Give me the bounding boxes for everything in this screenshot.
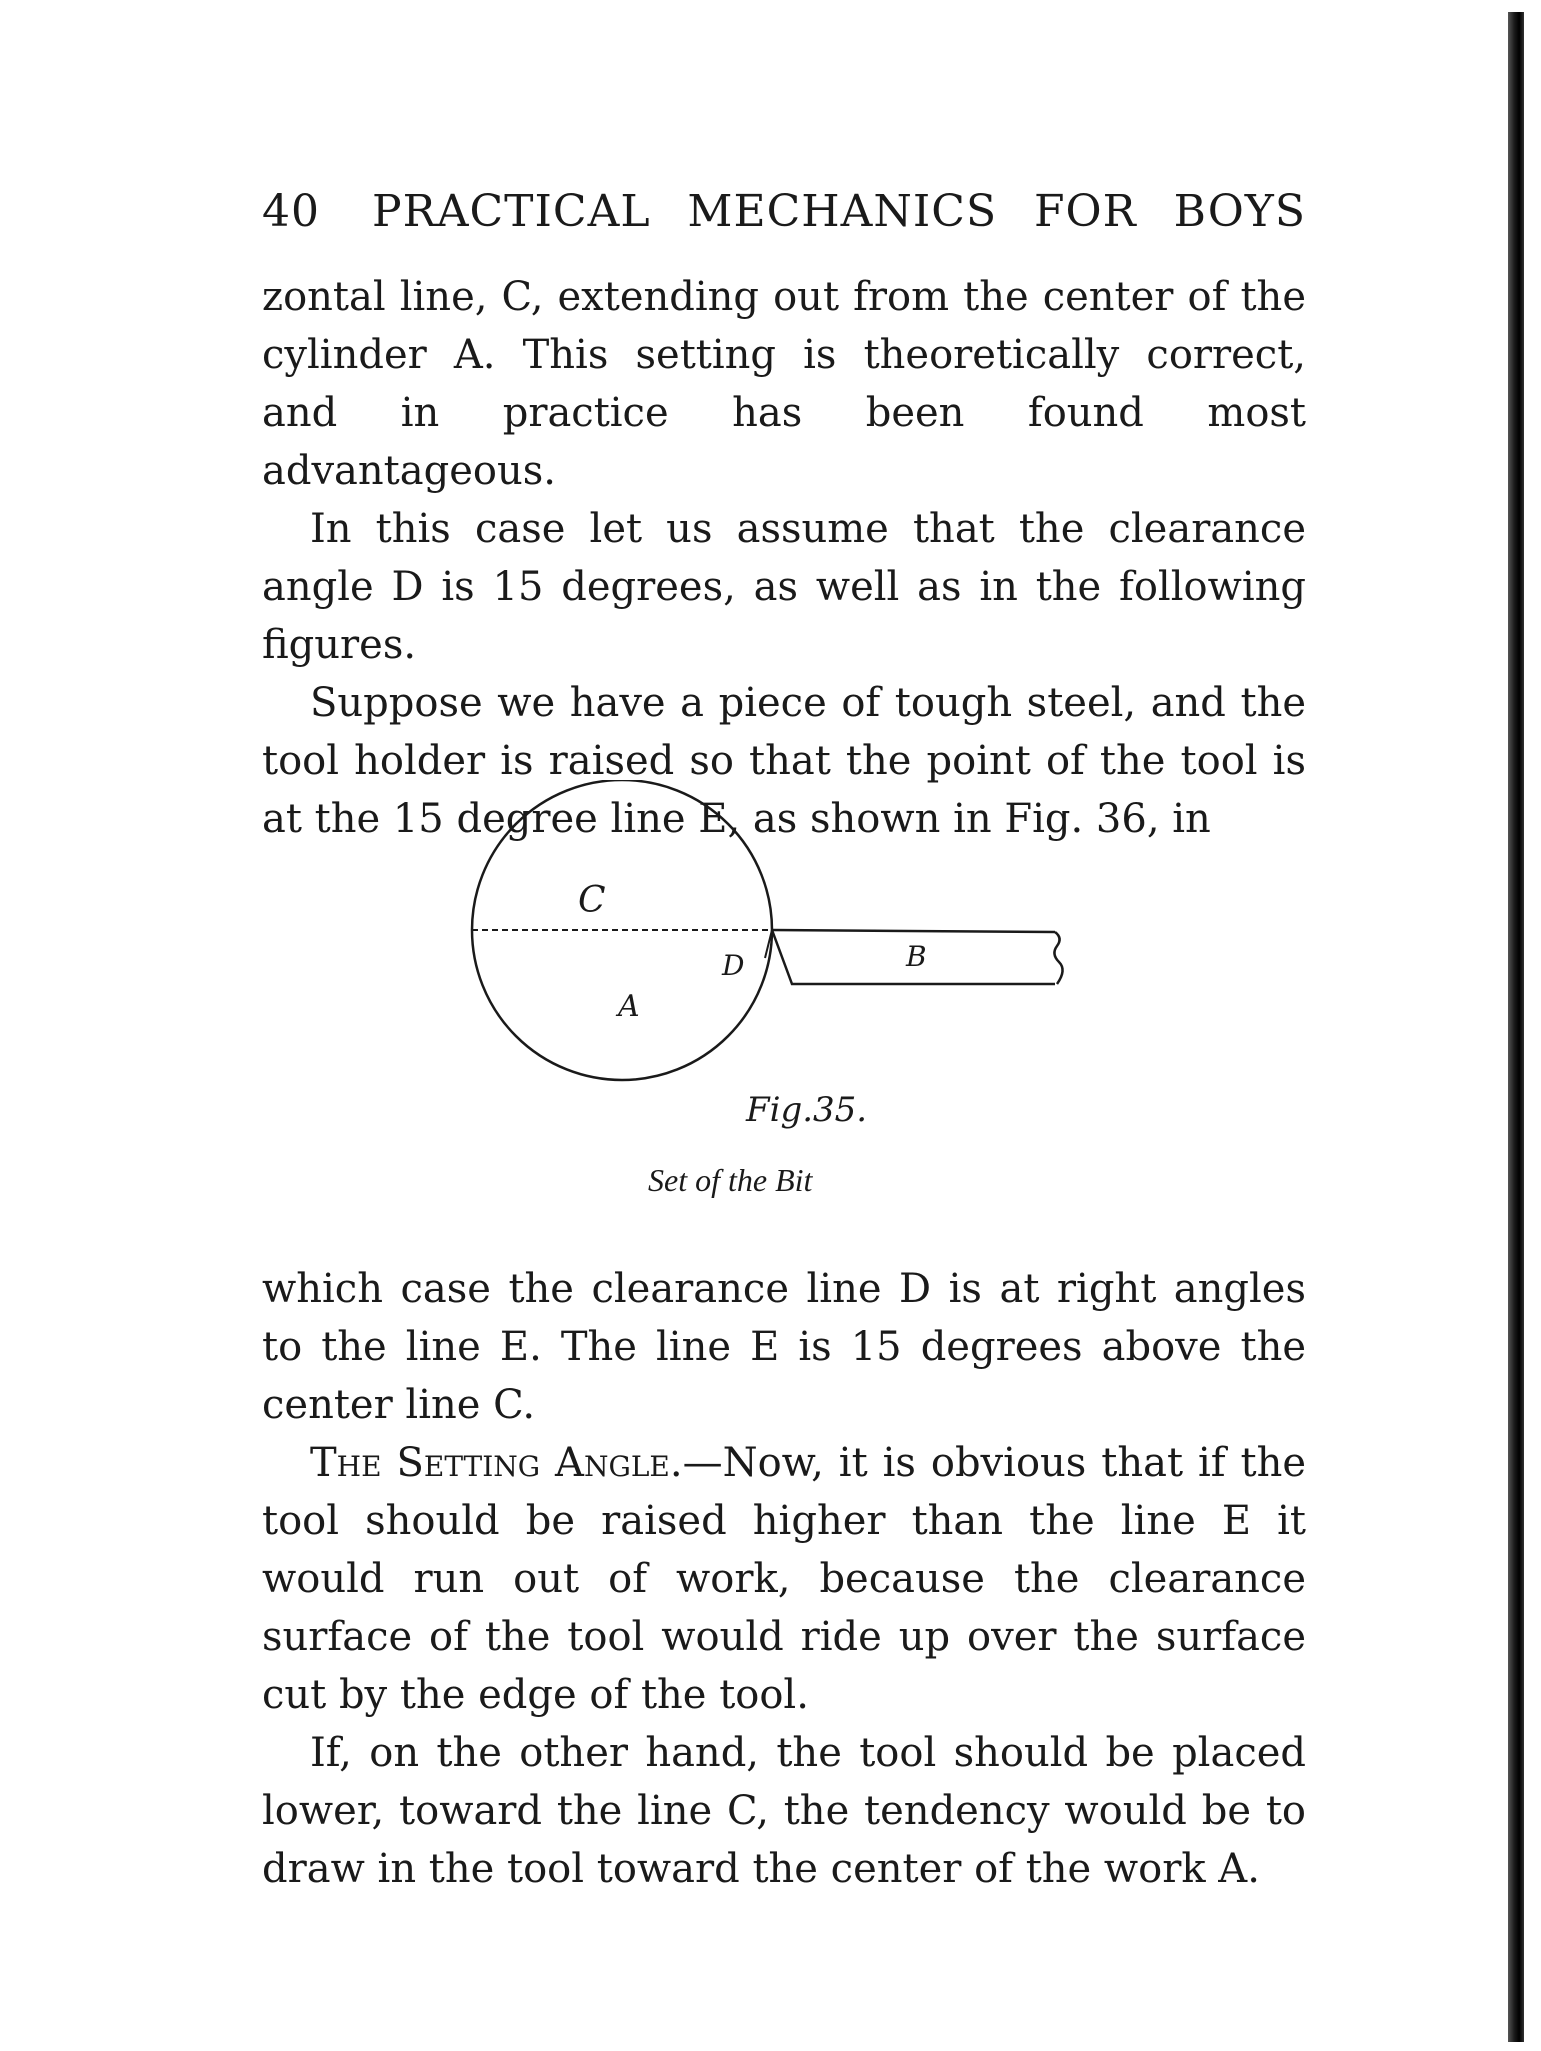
paragraph-clearance-angle: In this case let us assume that the clearance angle D is 15 degrees, as well as in the following figures. — [262, 506, 1306, 668]
label-b: B — [906, 940, 927, 973]
label-c: C — [578, 880, 606, 921]
running-header — [262, 182, 1306, 242]
set-of-bit-svg — [470, 780, 1090, 1110]
text-block-bottom — [262, 1260, 1306, 1898]
text-block-top — [262, 268, 1306, 848]
running-title: PRACTICAL MECHANICS FOR BOYS — [372, 186, 1306, 237]
label-d: D — [722, 949, 745, 982]
tool-broken-end — [1054, 932, 1062, 984]
paragraph-setting-angle — [262, 1434, 1306, 1724]
paragraph-right-angles: which case the clearance line D is at right angles to the line E. The line E is 15 degrees above the center line C. — [262, 1266, 1306, 1428]
section-heading-setting-angle: The Setting Angle. — [310, 1440, 683, 1486]
paragraph-tool-lower: If, on the other hand, the tool should be placed lower, toward the line C, the tendency would be to draw in the tool toward the center of the work A. — [262, 1730, 1306, 1892]
paragraph-tough-steel: Suppose we have a piece of tough steel, and the tool holder is raised so that the point of the tool is at the 15 degree line E, as shown in Fig. 36, in — [262, 680, 1306, 842]
tool-top-edge — [772, 930, 1055, 932]
label-a: A — [618, 989, 640, 1024]
page-number: 40 — [262, 186, 320, 237]
figure-number: Fig.35. — [746, 1090, 868, 1130]
figure-caption: Set of the Bit — [648, 1162, 813, 1198]
figure-35-diagram — [470, 780, 1090, 1110]
setting-angle-body: —Now, it is obvious that if the tool should be raised higher than the line E it would run out of work, because the clearance surface of the tool would ride up over the surface cut by the edge of the tool. — [262, 1440, 1306, 1718]
book-spine-edge — [1508, 12, 1524, 2042]
paragraph-continuation: zontal line, C, extending out from the center of the cylinder A. This setting is theoretically correct, and in practice has been found most advantageous. — [262, 274, 1306, 494]
